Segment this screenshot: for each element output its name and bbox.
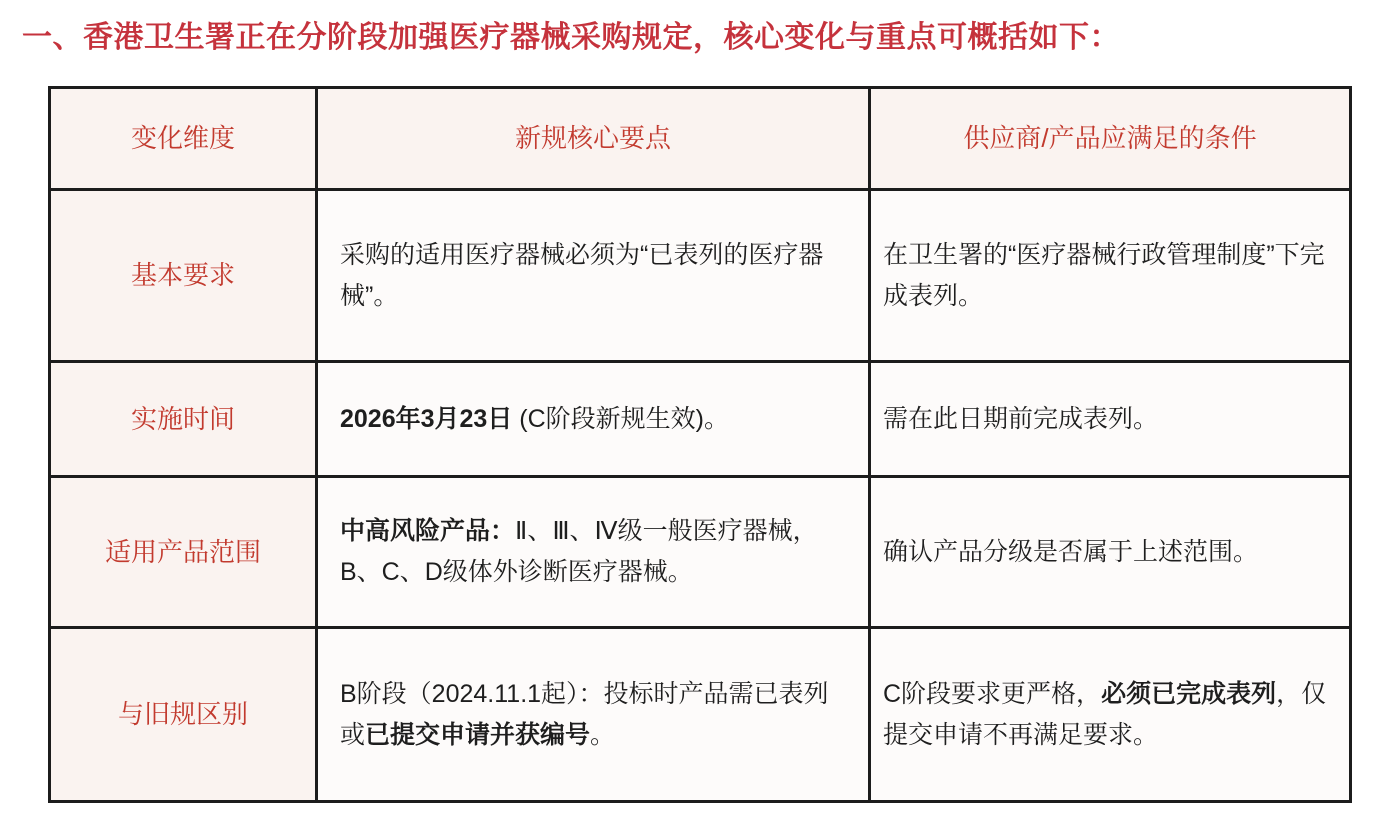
header-label: 供应商/产品应满足的条件: [963, 123, 1257, 153]
row-label-text: 基本要求: [130, 260, 235, 290]
text-segment: 。: [590, 720, 616, 749]
text-segment-bold: 必须已完成表列: [1101, 679, 1277, 708]
text-segment: (C阶段新规生效)。: [512, 404, 729, 433]
text-segment: 在卫生署的“医疗器械行政管理制度”下完成表列。: [883, 240, 1325, 310]
text-segment: 采购的适用医疗器械必须为“已表列的医疗器械”。: [340, 240, 824, 310]
header-label: 变化维度: [130, 123, 235, 153]
text-segment: B阶段（2024.11.1起）：投标时产品需已表列或: [340, 679, 829, 749]
cell-text: [883, 532, 1258, 573]
row-label-implementation-date: [51, 363, 315, 475]
text-segment: 需在此日期前完成表列。: [883, 404, 1159, 433]
row-label-basic-requirement: [51, 191, 315, 360]
row-label-text: 与旧规区别: [117, 699, 248, 729]
text-segment-bold: 2026年3月23日: [340, 404, 513, 433]
row-label-product-scope: [51, 478, 315, 626]
row-label-text: 实施时间: [130, 403, 235, 434]
text-segment: C阶段要求更严格，: [883, 679, 1102, 708]
text-segment-bold: 中高风险产品：: [340, 517, 516, 545]
cell-conditions-basic-requirement: [871, 191, 1349, 360]
text-segment-bold: 已提交申请并获编号: [365, 720, 591, 749]
row-label-text: 适用产品范围: [104, 536, 261, 567]
row-label-difference-from-old-rules: [51, 629, 315, 800]
cell-text: [883, 399, 1158, 440]
cell-text: [883, 674, 1341, 756]
cell-points-implementation-date: [318, 363, 868, 475]
page-title: 一、香港卫生署正在分阶段加强医疗器械采购规定，核心变化与重点可概括如下：: [22, 21, 1120, 54]
header-key-points: [318, 89, 868, 188]
text-segment: 确认产品分级是否属于上述范围。: [883, 537, 1259, 566]
cell-points-difference-from-old-rules: [318, 629, 868, 800]
cell-text: [340, 235, 852, 317]
text-segment: Ⅱ、Ⅲ、Ⅳ级一般医疗器械，B、C、D级体外诊断医疗器械。: [340, 517, 818, 586]
cell-points-basic-requirement: [318, 191, 868, 360]
cell-text: [340, 511, 852, 593]
header-supplier-conditions: [871, 89, 1349, 188]
cell-points-product-scope: [318, 478, 868, 626]
cell-conditions-implementation-date: [871, 363, 1349, 475]
header-label: 新规核心要点: [514, 123, 671, 153]
text-segment: ，仅提交申请不再满足要求。: [883, 679, 1327, 749]
cell-text: [340, 399, 729, 440]
cell-conditions-product-scope: [871, 478, 1349, 626]
cell-text: [883, 235, 1341, 317]
regulation-table: [48, 86, 1352, 803]
cell-text: [340, 674, 852, 756]
cell-conditions-difference-from-old-rules: [871, 629, 1349, 800]
header-change-dimension: [51, 89, 315, 188]
